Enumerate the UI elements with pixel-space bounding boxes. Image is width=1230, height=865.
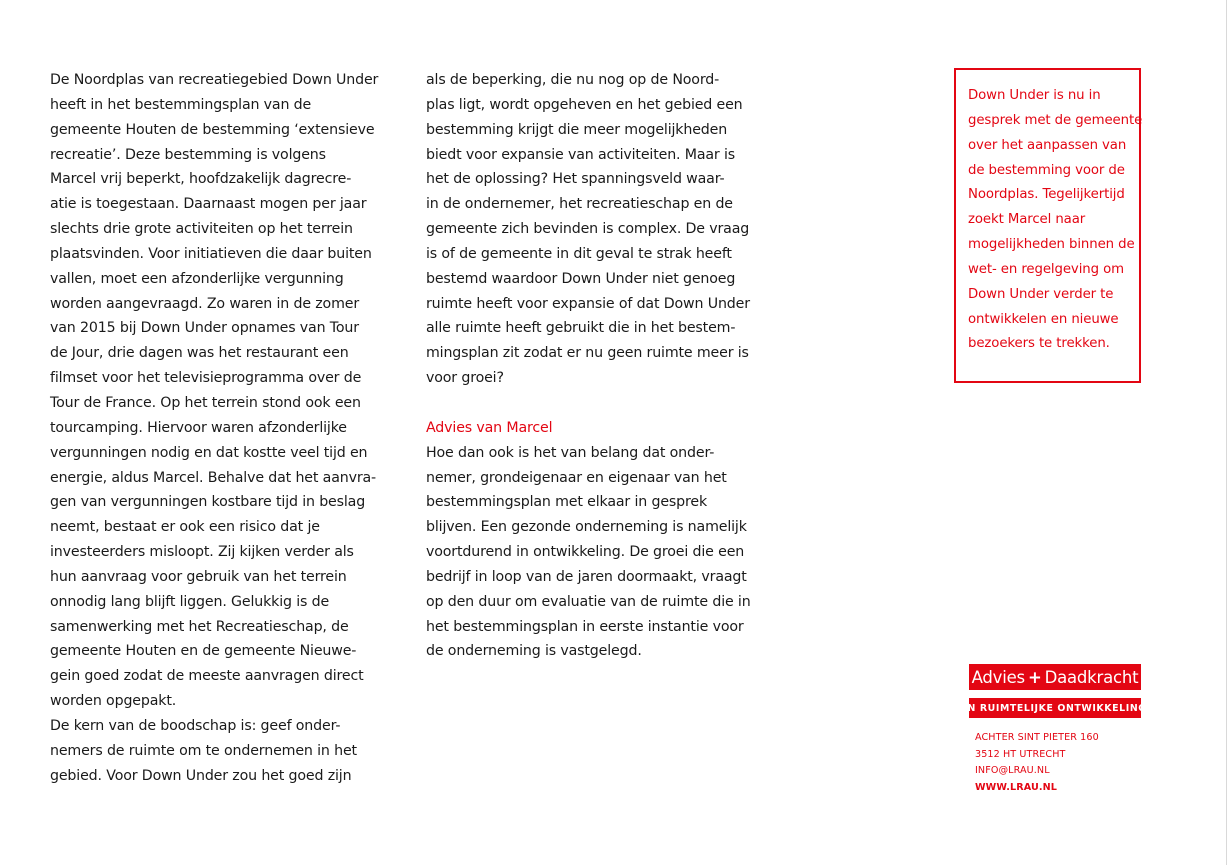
text-line: gemeente zich bevinden is complex. De vraag [426, 221, 750, 238]
website-link[interactable]: WWW.LRAU.NL [975, 781, 1057, 793]
quote-line: Noordplas. Tegelijkertijd [968, 187, 1125, 203]
text-line: tourcamping. Hiervoor waren afzonderlijke [50, 419, 347, 436]
text-line: vallen, moet een afzonderlijke vergunning [50, 270, 344, 287]
text-line: worden opgepakt. [50, 693, 177, 710]
text-line: vergunningen nodig en dat kostte veel tijd en [50, 444, 368, 461]
text-line: nemers de ruimte om te ondernemen in het [50, 742, 357, 759]
text-line: Tour de France. Op het terrein stond ook een [50, 394, 361, 411]
brand-tagline: IN RUIMTELIJKE ONTWIKKELING [969, 698, 1141, 718]
text-line: gen van vergunningen kostbare tijd in beslag [50, 494, 366, 511]
page-edge-rule [1226, 0, 1227, 865]
text-line: voortdurend in ontwikkeling. De groei die een [426, 544, 745, 561]
quote-line: mogelijkheden binnen de [968, 237, 1135, 253]
text-line: atie is toegestaan. Daarnaast mogen per jaar [50, 196, 367, 213]
text-line: in de ondernemer, het recreatieschap en de [426, 196, 733, 213]
text-line: bestemd waardoor Down Under niet genoeg [426, 270, 736, 287]
quote-line: Down Under verder te [968, 286, 1114, 302]
text-line: neemt, bestaat er ook een risico dat je [50, 519, 320, 536]
quote-line: bezoekers te trekken. [968, 336, 1110, 352]
text-line: hun aanvraag voor gebruik van het terrein [50, 568, 347, 585]
quote-line: gesprek met de gemeente [968, 112, 1143, 128]
text-line: energie, aldus Marcel. Behalve dat het aanvra- [50, 469, 377, 486]
text-line: ruimte heeft voor expansie of dat Down Under [426, 295, 750, 312]
text-line: gein goed zodat de meeste aanvragen direct [50, 668, 364, 685]
text-line: De Noordplas van recreatiegebied Down Under [50, 72, 379, 88]
text-line: van 2015 bij Down Under opnames van Tour [50, 320, 359, 337]
text-line: slechts drie grote activiteiten op het terrein [50, 221, 353, 238]
text-line: samenwerking met het Recreatieschap, de [50, 618, 349, 635]
body-column-middle [426, 68, 776, 664]
text-line: heeft in het bestemmingsplan van de [50, 96, 312, 113]
text-line: investeerders misloopt. Zij kijken verder als [50, 544, 354, 561]
quote-line: over het aanpassen van [968, 137, 1127, 153]
body-column-left [50, 68, 400, 788]
text-line: bestemmingsplan met elkaar in gesprek [426, 494, 708, 511]
text-line: de Jour, drie dagen was het restaurant een [50, 345, 349, 362]
text-line: alle ruimte heeft gebruikt die in het bestem- [426, 320, 736, 337]
text-line: mingsplan zit zodat er nu geen ruimte meer is [426, 345, 749, 362]
text-line: plaatsvinden. Voor initiatieven die daar buiten [50, 245, 372, 262]
quote-line: Down Under is nu in [968, 88, 1101, 103]
advice-paragraph [426, 441, 776, 665]
address-city: 3512 HT UTRECHT [975, 748, 1066, 760]
text-line: bedrijf in loop van de jaren doormaakt, vraagt [426, 568, 747, 585]
text-line: blijven. Een gezonde onderneming is namelijk [426, 519, 747, 536]
text-line: gebied. Voor Down Under zou het goed zijn [50, 767, 352, 784]
text-line: worden aangevraagd. Zo waren in de zomer [50, 295, 360, 312]
text-line: filmset voor het televisieprogramma over de [50, 370, 362, 387]
text-line: biedt voor expansie van activiteiten. Maar is [426, 146, 736, 163]
text-line: gemeente Houten de bestemming ‘extensieve [50, 121, 375, 138]
email-link[interactable]: INFO@LRAU.NL [975, 765, 1050, 776]
text-line: De kern van de boodschap is: geef onder- [50, 717, 341, 734]
logo-plus-icon: + [1027, 667, 1042, 687]
text-line: Marcel vrij beperkt, hoofdzakelijk dagrecre- [50, 171, 352, 188]
quote-line: zoekt Marcel naar [968, 212, 1086, 228]
body-paragraph [426, 68, 776, 391]
text-line: Hoe dan ook is het van belang dat onder- [426, 444, 715, 461]
text-line: de onderneming is vastgelegd. [426, 643, 642, 660]
text-line: nemer, grondeigenaar en eigenaar van het [426, 469, 727, 486]
logo-word-advies: Advies [971, 667, 1025, 687]
text-line: recreatie’. Deze bestemming is volgens [50, 146, 326, 163]
text-line: bestemming krijgt die meer mogelijkheden [426, 121, 728, 138]
text-line: als de beperking, die nu nog op de Noord- [426, 72, 720, 88]
address-street: ACHTER SINT PIETER 160 [975, 732, 1099, 743]
text-line: onnodig lang blijft liggen. Gelukkig is de [50, 593, 330, 610]
quote-line: de bestemming voor de [968, 162, 1125, 178]
contact-block [975, 730, 1099, 796]
quote-line: wet- en regelgeving om [968, 261, 1124, 277]
quote-line: ontwikkelen en nieuwe [968, 311, 1119, 327]
text-line: plas ligt, wordt opgeheven en het gebied een [426, 96, 743, 113]
subheading-advies: Advies van Marcel [426, 419, 553, 436]
text-line: op den duur om evaluatie van de ruimte die in [426, 593, 751, 610]
text-line: het de oplossing? Het spanningsveld waar- [426, 171, 725, 188]
text-line: het bestemmingsplan in eerste instantie voor [426, 618, 744, 635]
brand-logo [969, 664, 1141, 690]
logo-word-daadkracht: Daadkracht [1044, 667, 1139, 687]
text-line: gemeente Houten en de gemeente Nieuwe- [50, 643, 357, 660]
text-line: voor groei? [426, 370, 504, 387]
pull-quote-text [968, 84, 1143, 357]
text-line: is of de gemeente in dit geval te strak heeft [426, 245, 732, 262]
